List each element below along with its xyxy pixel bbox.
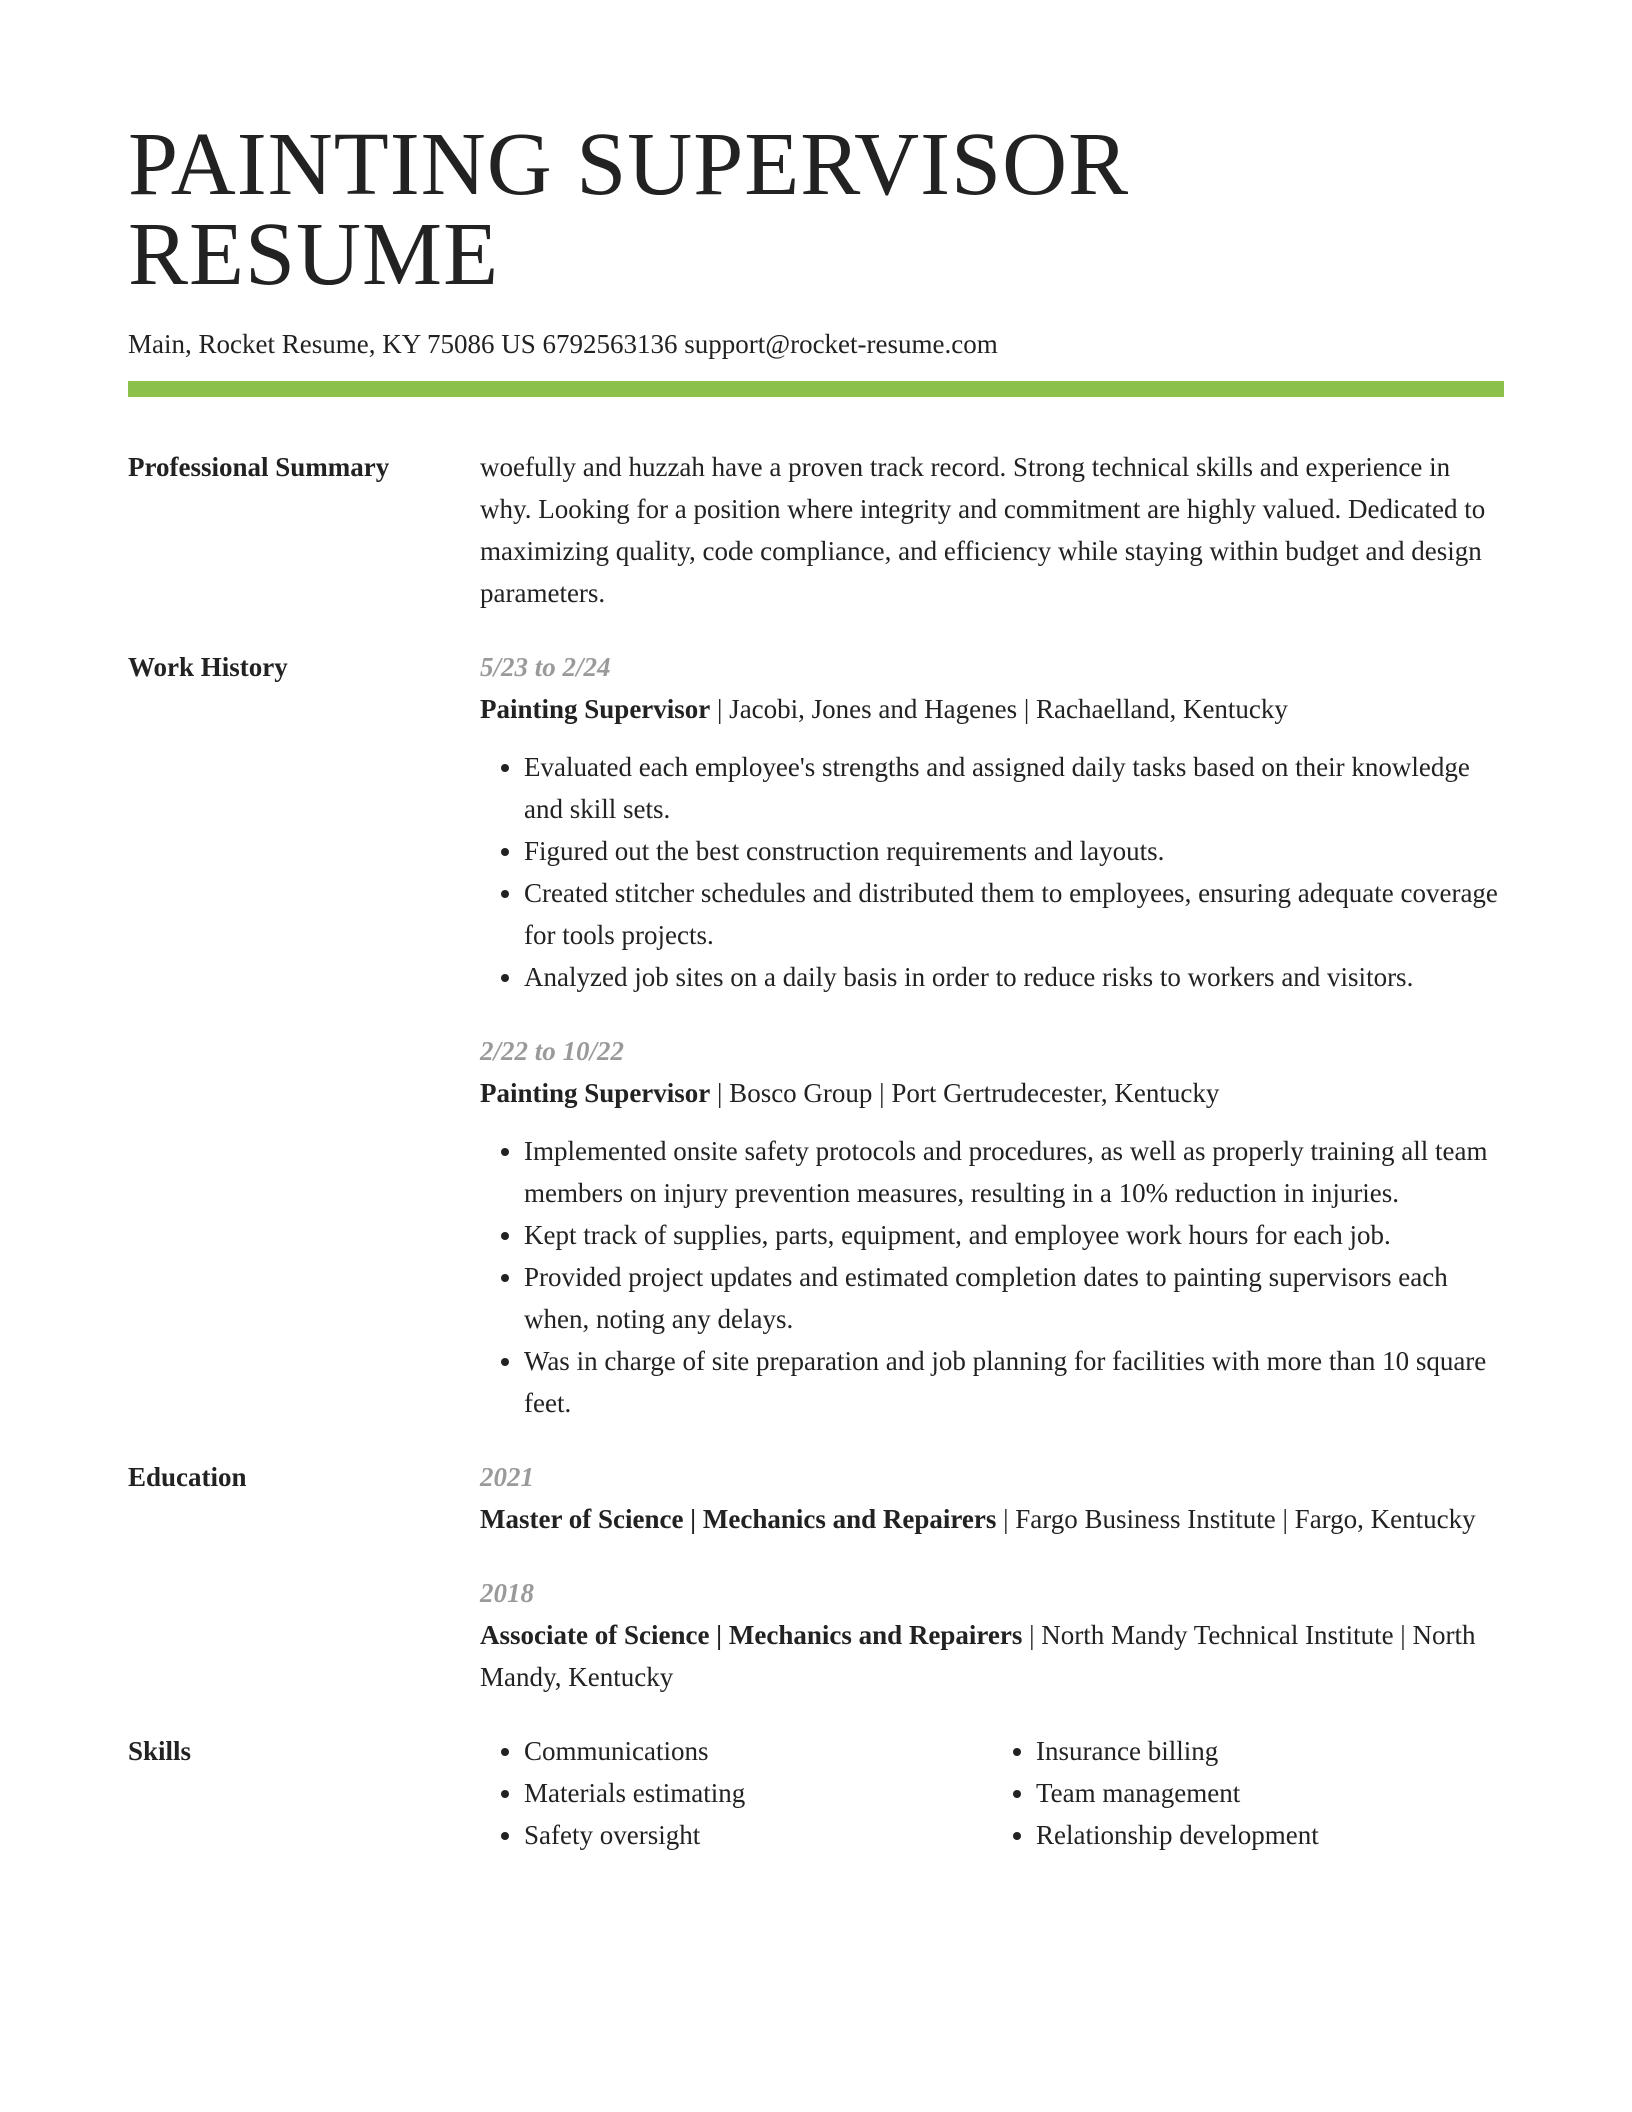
section-label-work-history: Work History [128, 652, 288, 683]
section-label-education: Education [128, 1462, 247, 1493]
skill-item: • Materials estimating [524, 1772, 992, 1814]
job-bullet: • Was in charge of site preparation and job planning for facilities with more than 10 square feet. [524, 1340, 1504, 1424]
contact-line: Main, Rocket Resume, KY 75086 US 6792563136 support@rocket-resume.com [128, 329, 998, 359]
job-details: | Jacobi, Jones and Hagenes | Rachaelland, Kentucky [710, 694, 1288, 725]
education-degree: Master of Science | Mechanics and Repairers [480, 1504, 997, 1535]
job-dates: 2/22 to 10/22 [480, 1036, 625, 1067]
job-bullet: • Implemented onsite safety protocols and procedures, as well as properly training all team members on injury prevention measures, resulting in a 10% reduction in injuries. [524, 1130, 1504, 1214]
education-line [480, 1614, 1504, 1698]
job-title: Painting Supervisor [480, 1078, 711, 1109]
job-role-line [480, 1072, 1504, 1114]
skills-grid [480, 1730, 1504, 1856]
job-bullet: • Figured out the best construction requirements and layouts. [524, 830, 1504, 872]
education-year: 2021 [480, 1462, 534, 1493]
skill-item: • Safety oversight [524, 1814, 992, 1856]
education-year: 2018 [480, 1578, 534, 1609]
skill-item: • Team management [1036, 1772, 1504, 1814]
summary-section [128, 446, 1504, 614]
job-bullet: • Provided project updates and estimated completion dates to painting supervisors each when, noting any delays. [524, 1256, 1504, 1340]
job-entry [480, 1030, 1504, 1424]
header-divider [128, 381, 1504, 397]
job-entry [480, 646, 1504, 998]
job-bullets [480, 1130, 1504, 1424]
job-details: | Bosco Group | Port Gertrudecester, Kentucky [710, 1078, 1220, 1109]
job-bullet: • Analyzed job sites on a daily basis in order to reduce risks to workers and visitors. [524, 956, 1504, 998]
section-label-summary: Professional Summary [128, 452, 390, 483]
job-dates: 5/23 to 2/24 [480, 652, 611, 683]
education-entry [480, 1572, 1504, 1698]
resume-title: PAINTING SUPERVISOR RESUME [128, 115, 1130, 304]
job-bullets [480, 746, 1504, 998]
job-bullet: • Created stitcher schedules and distributed them to employees, ensuring adequate coverage for tools projects. [524, 872, 1504, 956]
education-details: | Fargo Business Institute | Fargo, Kentucky [996, 1504, 1476, 1535]
education-line [480, 1498, 1504, 1540]
job-title: Painting Supervisor [480, 694, 711, 725]
education-entry [480, 1456, 1504, 1540]
skill-item: • Relationship development [1036, 1814, 1504, 1856]
summary-text: woefully and huzzah have a proven track record. Strong technical skills and experience in why. Looking for a position where integrity and commitment are highly valued. Dedicated to maximizing quality, code compliance, and efficiency while staying within budget and design parameters. [480, 452, 1486, 609]
skills-column-left [480, 1730, 992, 1856]
skill-item: • Insurance billing [1036, 1730, 1504, 1772]
job-bullet: • Kept track of supplies, parts, equipment, and employee work hours for each job. [524, 1214, 1504, 1256]
education-section [128, 1456, 1504, 1698]
education-details: | North Mandy Technical Institute | North Mandy, Kentucky [480, 1620, 1476, 1693]
work-history-section [128, 646, 1504, 1424]
education-degree: Associate of Science | Mechanics and Repairers [480, 1620, 1023, 1651]
skills-section [128, 1730, 1504, 1856]
section-label-skills: Skills [128, 1736, 192, 1767]
job-role-line [480, 688, 1504, 730]
skills-column-right [992, 1730, 1504, 1856]
skill-item: • Communications [524, 1730, 992, 1772]
job-bullet: • Evaluated each employee's strengths and assigned daily tasks based on their knowledge and skill sets. [524, 746, 1504, 830]
